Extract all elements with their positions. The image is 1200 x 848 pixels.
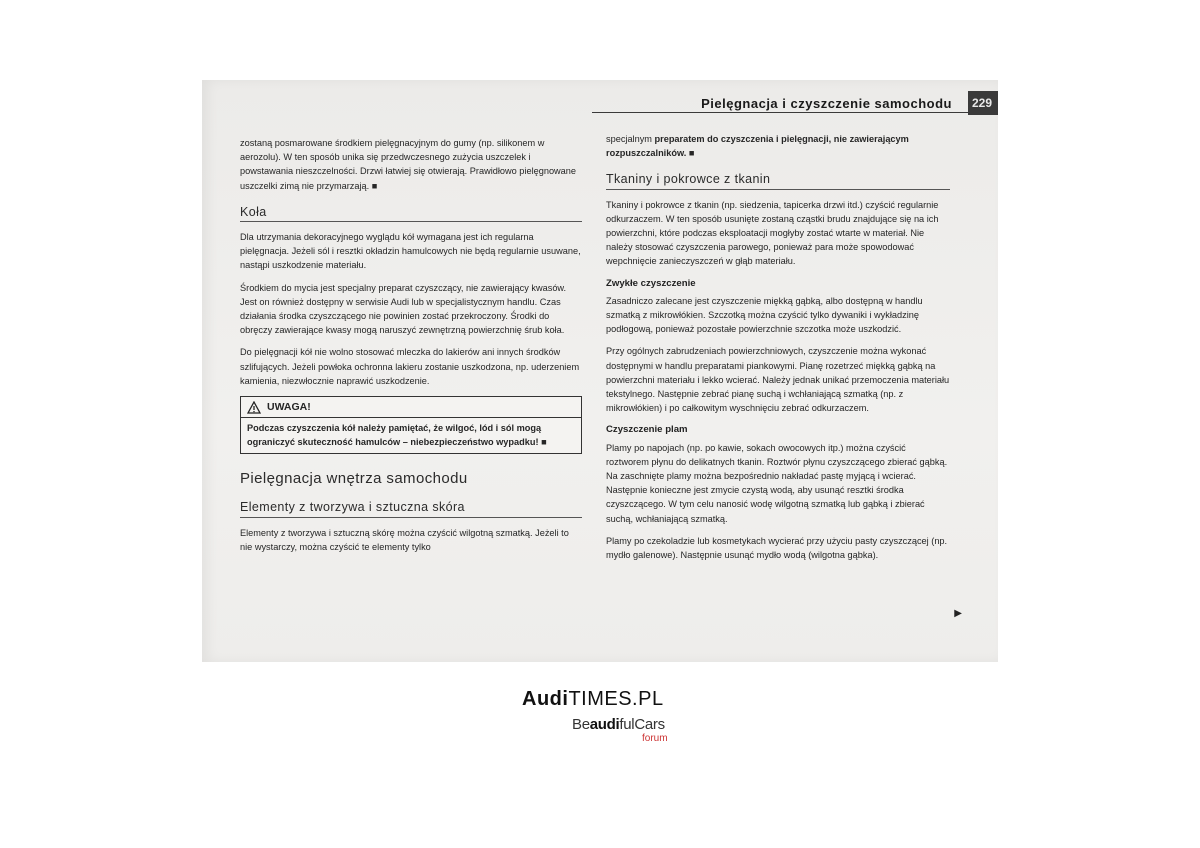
warning-header xyxy=(241,397,581,418)
left-column xyxy=(240,136,582,562)
warning-box xyxy=(240,396,582,454)
section-heading-wnetrze: Pielęgnacja wnętrza samochodu xyxy=(240,470,468,488)
kola-paragraph-1: Dla utrzymania dekoracyjnego wyglądu kół wymagana jest ich regularna pielęgnacja. Jeżeli sól i resztki okładzin hamulcowych nie będą regularnie usuwane, nastąpi uszkodzenie materiału. xyxy=(240,232,581,271)
plam-paragraph-1: Plamy po napojach (np. po kawie, sokach owocowych itp.) można czyścić roztworem płynu do delikatnych tkanin. Roztwór płynu czyszczącego zbierać gąbką. Na zaschnięte plamy można bezpośrednio nakładać pastę myjącą i wcierać. Następnie konieczne jest zmycie czystą wodą, aby usunąć resztki środka czyszczącego. W tym celu nanosić wodę wilgotną szmatką lub gąbką i zbierać suchą, wchłaniającą szmatką. xyxy=(606,442,948,524)
logo-beaudiful-cars: BeaudifulCars xyxy=(572,716,665,733)
kola-paragraph-3: Do pielęgnacji kół nie wolno stosować mleczka do lakierów ani innych środków szlifujących. Jeżeli powłoka ochronna lakieru zostanie uszkodzona, np. uderzeniem kamienia, niezwłocznie naprawić uszkodzenie. xyxy=(240,347,580,386)
continued-bold-text: preparatem do czyszczenia i pielęgnacji, nie zawierającym rozpuszczalników. xyxy=(606,134,909,159)
plam-paragraph-2: Plamy po czekoladzie lub kosmetykach wycierać przy użyciu pasty czyszczącej (np. mydło galenowe). Następnie usunąć mydło wodą (wilgotna gąbka). xyxy=(606,535,948,561)
intro-paragraph: zostaną posmarowane środkiem pielęgnacyjnym do gumy (np. silikonem w aerozolu). W ten sposób unika się przedwczesnego zużycia uszczelek i powstawania nieszczelności. Drzwi łatwiej się otwierają. Prawidłowo pielęgnowane uszczelki zimą nie przymarzają. ■ xyxy=(240,138,577,191)
zwykle-paragraph-1: Zasadniczo zalecane jest czyszczenie miękką gąbką, albo dostępną w handlu szmatką z mikrowłókien. Szczotką można czyścić tylko dywaniki i wykładzinę podłogową, ponieważ pozostałe powierzchnie szczotka może uszkodzić. xyxy=(606,295,923,335)
logo-audi-times: AudiTIMES.PL xyxy=(522,688,664,710)
kola-paragraph-2: Środkiem do mycia jest specjalny preparat czyszczący, nie zawierający kwasów. Jest on również dostępny w serwisie Audi lub w specjalistycznym handlu. Czas działania środka czyszczącego nie powinien zostać przekroczony. Środki do obręczy zawierające kwasy mogą naruszyć zewnętrzną powierzchnię śrub koła. xyxy=(240,282,567,336)
warning-text: Podczas czyszczenia kół należy pamiętać, że wilgoć, lód i sól mogą ograniczyć skuteczność hamulców – niebezpieczeństwo wypadku! ■ xyxy=(247,423,547,447)
continued-text: specjalnym xyxy=(606,134,655,144)
continue-arrow-icon: ▶ xyxy=(954,608,962,619)
zwykle-paragraph-2: Przy ogólnych zabrudzeniach powierzchniowych, czyszczenie można wykonać dostępnymi w handlu preparatami piankowymi. Pianę rozetrzeć miękką gąbką na powierzchni materiału i lekko wcierać. Należy jednak unikać przemoczenia materiału tekstylnego. Następnie zebrać pianę suchą i wchłaniającą szmatką (np. z mikrowłókien) i po całkowitym wyschnięciu zebrać odkurzaczem. xyxy=(606,346,950,414)
tworzywa-paragraph: Elementy z tworzywa i sztuczną skórę można czyścić wilgotną szmatką. Jeżeli to nie wystarczy, można czyścić te elementy tylko xyxy=(240,527,569,552)
right-column xyxy=(606,132,950,570)
warning-triangle-icon xyxy=(247,401,261,414)
scanned-page xyxy=(202,80,998,662)
section-heading-tworzywa: Elementy z tworzywa i sztuczna skóra xyxy=(240,500,582,517)
warning-title: UWAGA! xyxy=(267,401,311,414)
section-heading-kola: Koła xyxy=(240,205,582,222)
logo-forum: forum xyxy=(642,733,668,744)
watermark-logo xyxy=(522,688,702,744)
subheading-plam: Czyszczenie plam xyxy=(606,424,688,436)
subheading-zwykle: Zwykłe czyszczenie xyxy=(606,277,696,289)
end-mark: ■ xyxy=(686,148,695,159)
tkaniny-paragraph: Tkaniny i pokrowce z tkanin (np. siedzenia, tapicerka drzwi itd.) czyścić regularnie odkurzaczem. W ten sposób usunięte zostaną cząstki brudu znajdujące się na ich powierzchni, które podczas eksploatacji mogłyby zostać wtarte w materiał. Nie należy stosować czyszczenia parowego, ponieważ para może spowodować wepchnięcie zanieczyszczeń w głąb materiału. xyxy=(606,199,939,267)
header-rule xyxy=(592,112,968,113)
continued-paragraph xyxy=(606,132,950,160)
page-header-title: Pielęgnacja i czyszczenie samochodu xyxy=(701,96,952,111)
page-number: 229 xyxy=(968,91,998,115)
section-heading-tkaniny: Tkaniny i pokrowce z tkanin xyxy=(606,172,950,189)
